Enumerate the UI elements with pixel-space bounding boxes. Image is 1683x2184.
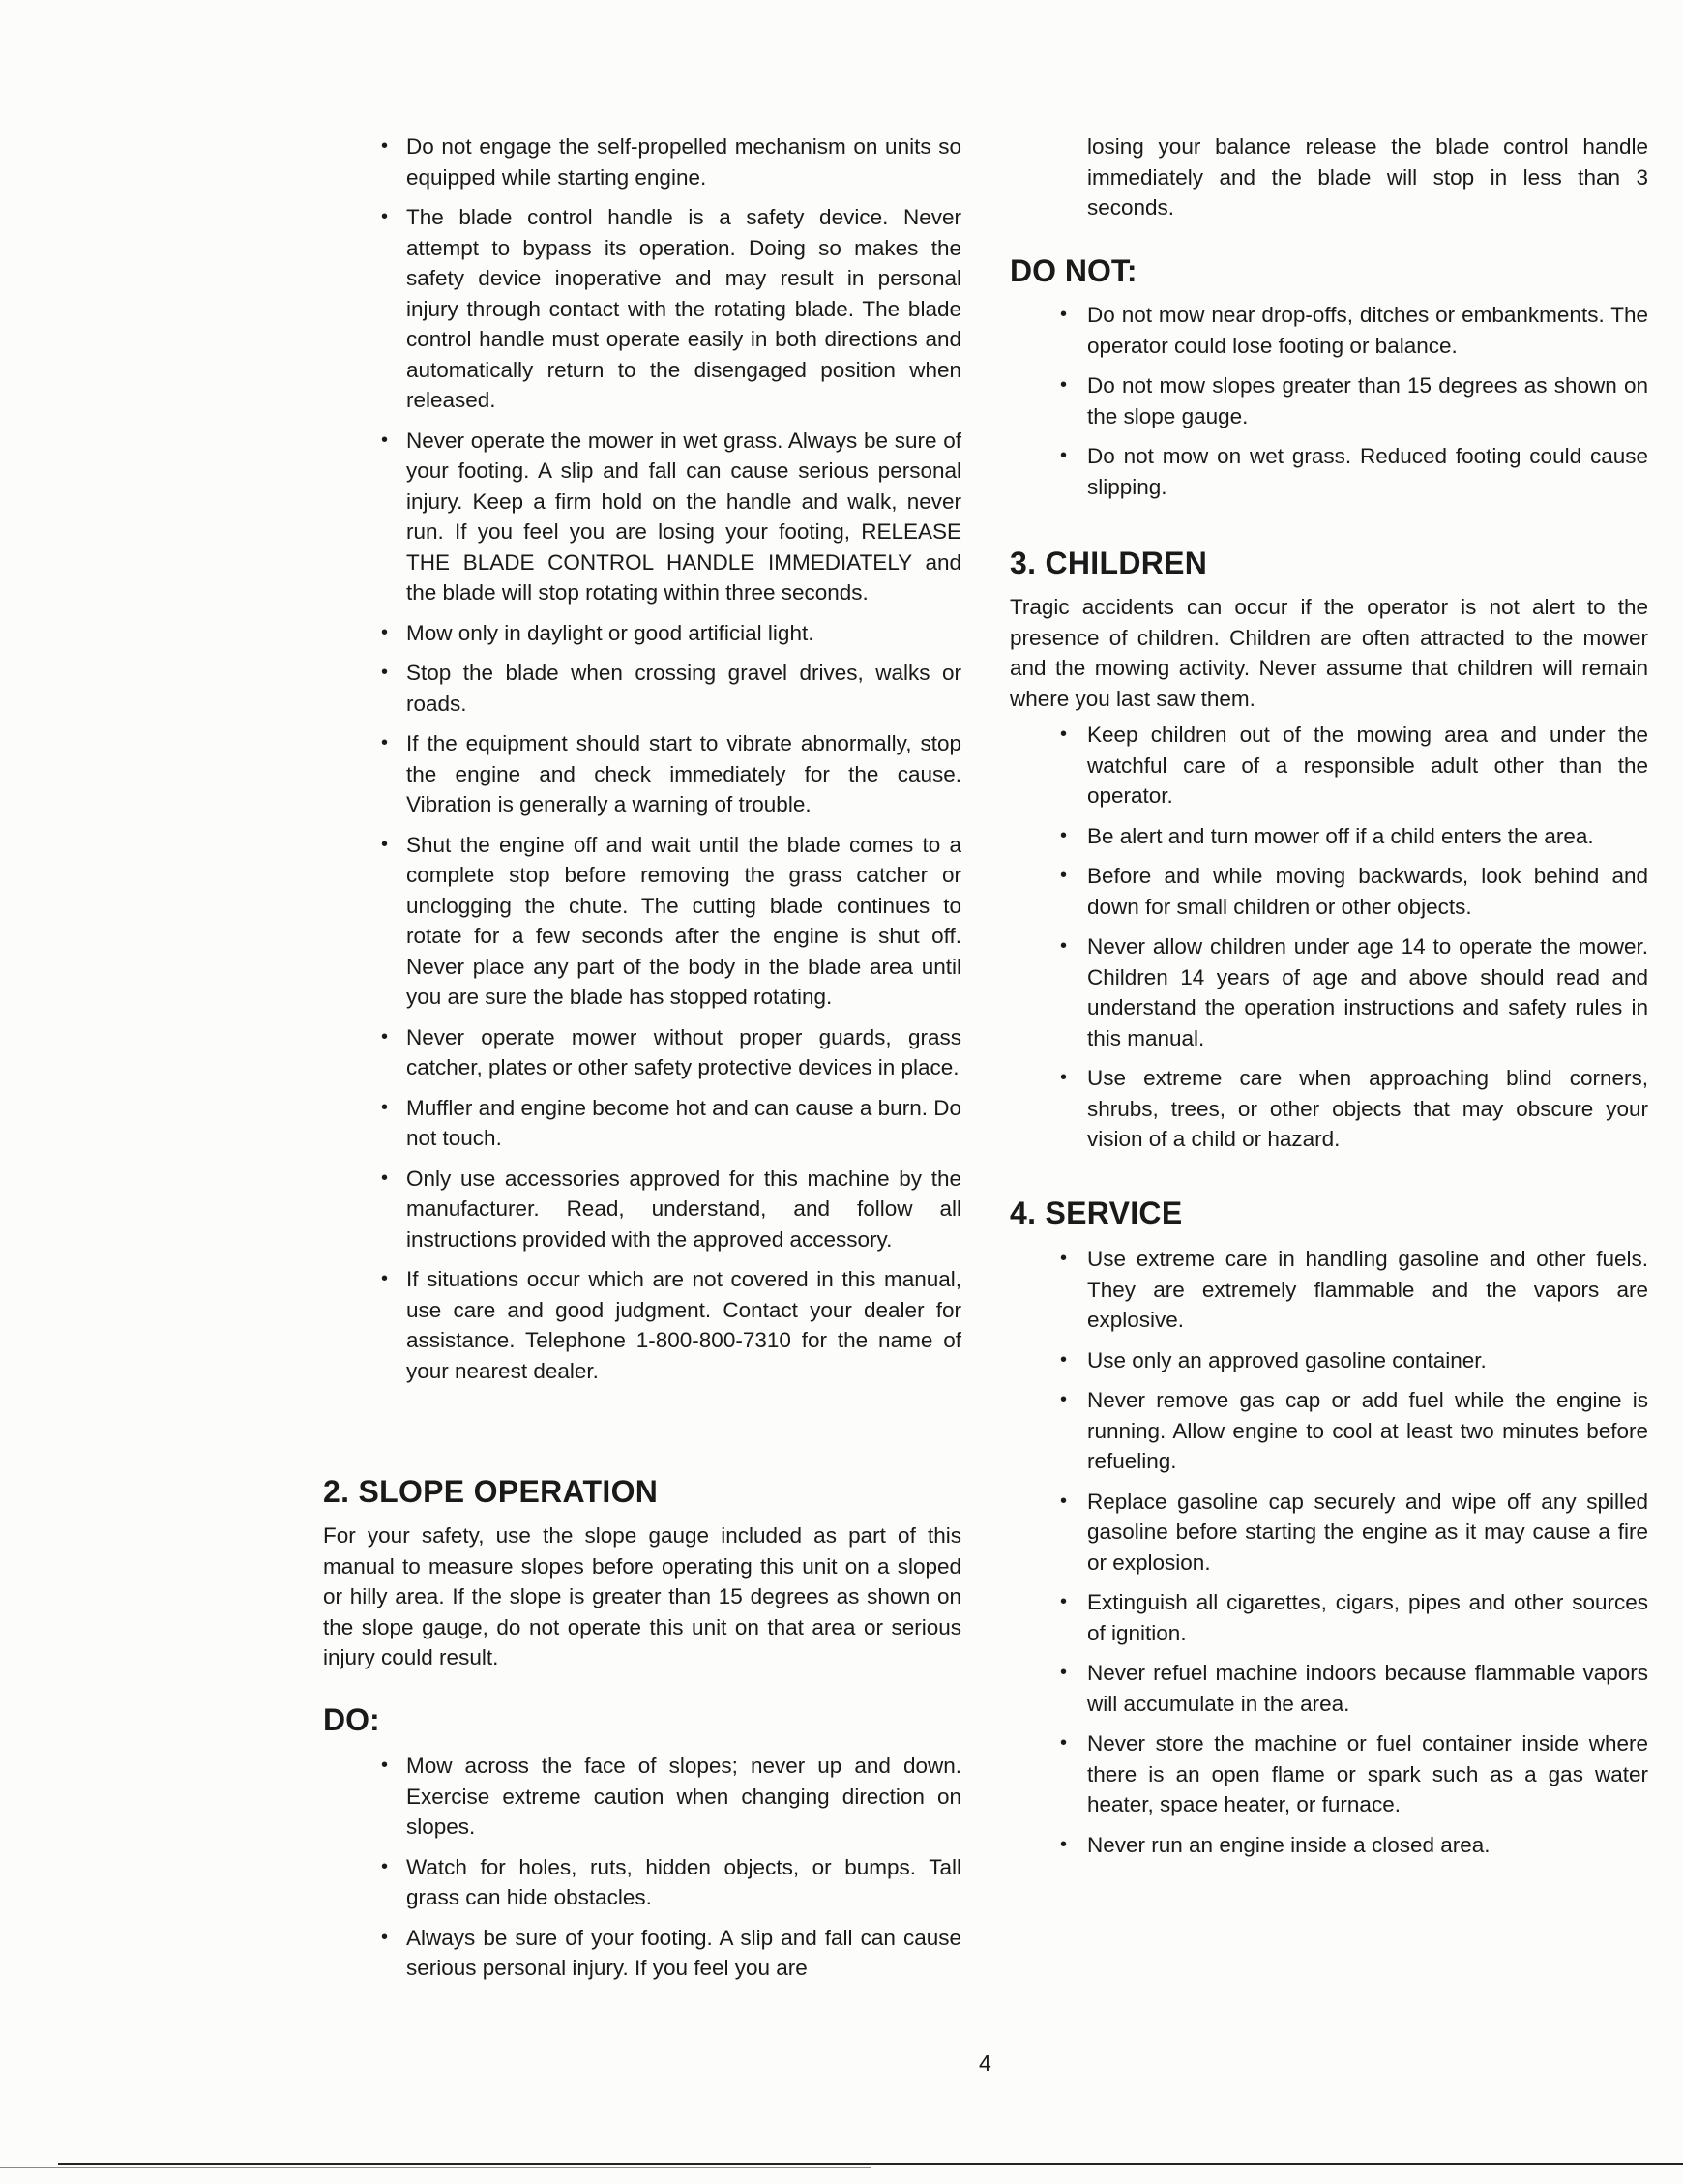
bottom-rule-shadow bbox=[0, 2167, 871, 2168]
service-heading: 4. SERVICE bbox=[1010, 1195, 1183, 1230]
list-item: • Keep children out of the mowing area and under the watchful care of a responsible adult other than the operator. bbox=[1010, 720, 1648, 812]
page-number: 4 bbox=[979, 2051, 991, 2076]
children-bullets-list bbox=[1010, 720, 1648, 1165]
list-item: • Do not mow near drop-offs, ditches or embankments. The operator could lose footing or balance. bbox=[1010, 300, 1648, 361]
list-item: • Mow only in daylight or good artificial light. bbox=[323, 618, 961, 649]
service-bullets-list bbox=[1010, 1244, 1648, 1870]
safety-bullets-list bbox=[323, 132, 961, 1396]
list-item: • Muffler and engine become hot and can cause a burn. Do not touch. bbox=[323, 1093, 961, 1154]
list-item: • Never allow children under age 14 to operate the mower. Children 14 years of age and above should read and understand the operation instructions and safety rules in this manual. bbox=[1010, 931, 1648, 1053]
children-text: Tragic accidents can occur if the operator is not alert to the presence of children. Children are often attracted to the mower and the mowing activity. Never assume that children will remain where you last saw them. bbox=[1010, 595, 1648, 711]
list-item: • Always be sure of your footing. A slip and fall can cause serious personal injury. If you feel you are bbox=[323, 1923, 961, 1984]
list-item: • Never operate the mower in wet grass. Always be sure of your footing. A slip and fall can cause serious personal injury. Keep a firm hold on the handle and walk, never run. If you feel you are losing your footing, RELEASE THE BLADE CONTROL HANDLE IMMEDIATELY and the blade will stop rotating within three seconds. bbox=[323, 426, 961, 608]
list-item: • If situations occur which are not covered in this manual, use care and good judgment. Contact your dealer for assistance. Telephone 1-800-800-7310 for the name of your nearest dealer. bbox=[323, 1264, 961, 1386]
list-item: • Shut the engine off and wait until the blade comes to a complete stop before removing the grass catcher or unclogging the chute. The cutting blade continues to rotate for a few seconds after the engine is shut off. Never place any part of the body in the blade area until you are sure the blade has stopped rotating. bbox=[323, 830, 961, 1013]
list-item: • Use extreme care in handling gasoline and other fuels. They are extremely flammable and the vapors are explosive. bbox=[1010, 1244, 1648, 1336]
list-item: • Mow across the face of slopes; never up and down. Exercise extreme caution when changing direction on slopes. bbox=[323, 1751, 961, 1843]
children-heading: 3. CHILDREN bbox=[1010, 546, 1208, 580]
do-not-bullets-list bbox=[1010, 300, 1648, 512]
list-item: • Stop the blade when crossing gravel drives, walks or roads. bbox=[323, 658, 961, 719]
list-item: • Watch for holes, ruts, hidden objects, or bumps. Tall grass can hide obstacles. bbox=[323, 1852, 961, 1913]
list-item: • The blade control handle is a safety device. Never attempt to bypass its operation. Doing so makes the safety device inoperative and may result in personal injury through contact with the rotating blade. The blade control handle must operate easily in both directions and automatically return to the disengaged position when released. bbox=[323, 202, 961, 416]
list-item: • Replace gasoline cap securely and wipe off any spilled gasoline before starting the engine as it may cause a fire or explosion. bbox=[1010, 1487, 1648, 1579]
list-item: • Only use accessories approved for this machine by the manufacturer. Read, understand, and follow all instructions provided with the approved accessory. bbox=[323, 1164, 961, 1255]
list-item: • Never run an engine inside a closed area. bbox=[1010, 1830, 1648, 1861]
slope-operation-text: For your safety, use the slope gauge included as part of this manual to measure slopes before operating this unit on a sloped or hilly area. If the slope is greater than 15 degrees as shown on the slope gauge, do not operate this unit on that area or serious injury could result. bbox=[323, 1523, 961, 1669]
list-item: • Never store the machine or fuel container inside where there is an open flame or spark such as a gas water heater, space heater, or furnace. bbox=[1010, 1728, 1648, 1820]
bottom-rule bbox=[58, 2163, 1683, 2165]
list-item: • Before and while moving backwards, look behind and down for small children or other objects. bbox=[1010, 861, 1648, 922]
do-not-heading: DO NOT: bbox=[1010, 253, 1137, 288]
do-bullets-list bbox=[323, 1751, 961, 1993]
list-item: • Do not mow on wet grass. Reduced footing could cause slipping. bbox=[1010, 441, 1648, 502]
list-item: • Do not mow slopes greater than 15 degrees as shown on the slope gauge. bbox=[1010, 370, 1648, 431]
list-item: • Do not engage the self-propelled mechanism on units so equipped while starting engine. bbox=[323, 132, 961, 192]
list-item: • Extinguish all cigarettes, cigars, pipes and other sources of ignition. bbox=[1010, 1587, 1648, 1648]
list-item: • Never refuel machine indoors because flammable vapors will accumulate in the area. bbox=[1010, 1658, 1648, 1719]
list-item: • Be alert and turn mower off if a child enters the area. bbox=[1010, 821, 1648, 852]
slope-operation-heading: 2. SLOPE OPERATION bbox=[323, 1474, 659, 1509]
list-item: • Use extreme care when approaching blind corners, shrubs, trees, or other objects that may obscure your vision of a child or hazard. bbox=[1010, 1063, 1648, 1155]
continuation-text: losing your balance release the blade control handle immediately and the blade will stop in less than 3 seconds. bbox=[1087, 134, 1648, 220]
list-item: • Never operate mower without proper guards, grass catcher, plates or other safety protective devices in place. bbox=[323, 1022, 961, 1083]
do-heading: DO: bbox=[323, 1702, 380, 1737]
list-item: • Use only an approved gasoline container. bbox=[1010, 1345, 1648, 1376]
list-item: • Never remove gas cap or add fuel while the engine is running. Allow engine to cool at least two minutes before refueling. bbox=[1010, 1385, 1648, 1477]
list-item: • If the equipment should start to vibrate abnormally, stop the engine and check immediately for the cause. Vibration is generally a warning of trouble. bbox=[323, 728, 961, 820]
